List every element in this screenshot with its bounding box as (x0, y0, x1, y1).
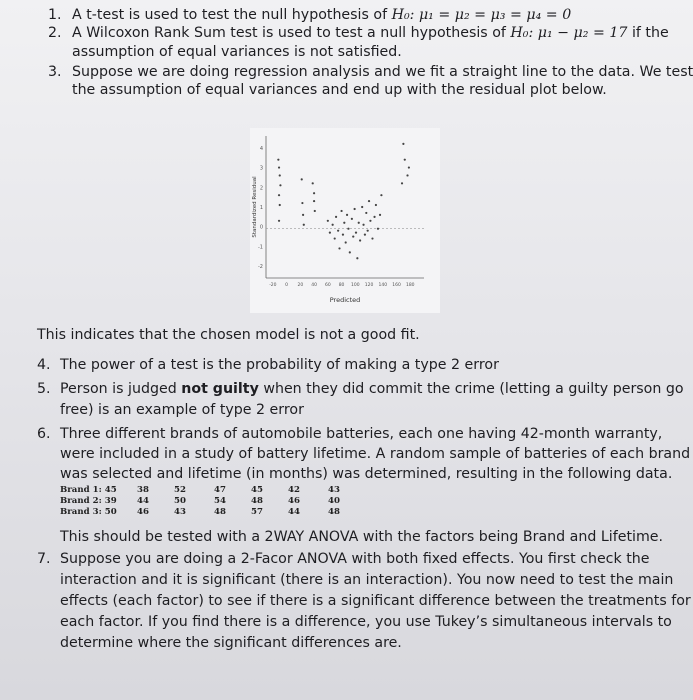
y-tick-label: 2 (259, 185, 263, 192)
q4-number: 4. (37, 357, 51, 373)
q2-line2: assumption of equal variances is not satisfied. (72, 44, 402, 60)
q6-number: 6. (37, 426, 51, 442)
data-point (369, 220, 371, 222)
data-point (377, 228, 379, 230)
data-point (401, 182, 403, 184)
x-tick-label: 140 (378, 283, 388, 288)
data-point (358, 222, 360, 224)
table-cell: 52 (174, 485, 186, 495)
table-cell: 43 (174, 507, 186, 517)
data-point (359, 239, 361, 241)
q1-text (72, 6, 571, 24)
x-tick-label: 40 (311, 283, 317, 288)
q2-statement: A Wilcoxon Rank Sum test is used to test a null hypothesis of (72, 25, 506, 41)
q7-number: 7. (37, 551, 51, 567)
data-point (312, 182, 314, 184)
q5-number: 5. (37, 381, 51, 397)
data-point (367, 230, 369, 232)
data-point (314, 210, 316, 212)
data-point (303, 224, 305, 226)
data-point (327, 220, 329, 222)
x-tick-label: 60 (324, 283, 331, 288)
data-point (277, 159, 279, 161)
data-point (351, 218, 353, 220)
data-point (402, 143, 404, 145)
data-point (352, 235, 354, 237)
data-point (347, 228, 349, 230)
q7-line2: interaction and it is significant (there is an interaction). You now need to test the main (60, 572, 674, 588)
table-cell: 43 (328, 485, 340, 495)
q7-line5: determine where the significant differences are. (60, 635, 402, 651)
data-point (278, 194, 280, 196)
table-cell: 42 (288, 485, 300, 495)
data-point (340, 210, 342, 212)
q6-after: This should be tested with a 2WAY ANOVA with the factors being Brand and Lifetime. (60, 529, 664, 545)
data-point (313, 192, 315, 194)
q2-hypothesis: H₀: μ₁ − μ₂ = 17 (510, 25, 628, 41)
data-point (371, 237, 373, 239)
q7-line1: Suppose you are doing a 2-Facor ANOVA with both fixed effects. You first check the (60, 551, 650, 567)
x-tick-label: 180 (405, 283, 415, 288)
data-point (301, 202, 303, 204)
data-point (335, 216, 337, 218)
data-point (406, 174, 408, 176)
table-cell: 47 (214, 485, 226, 495)
table-cell: 38 (137, 485, 149, 495)
q1-statement: A t-test is used to test the null hypothesis of (72, 7, 388, 23)
table-cell: 46 (288, 496, 300, 506)
q7-line3: effects (each factor) to see if there is a significant difference between the treatments for (60, 593, 691, 609)
data-point (279, 174, 281, 176)
y-tick-label: 3 (259, 165, 263, 172)
q6-line1: Three different brands of automobile batteries, each one having 42-month warranty, (60, 426, 663, 442)
data-point (368, 200, 370, 202)
y-tick-label: 0 (259, 224, 263, 231)
data-point (345, 241, 347, 243)
x-tick-label: 80 (338, 283, 345, 288)
q5-pre: Person is judged (60, 381, 177, 397)
data-point (278, 220, 280, 222)
x-tick-label: -20 (269, 283, 277, 288)
q1-number: 1. (48, 7, 62, 23)
q5-bold: not guilty (181, 381, 259, 397)
data-point (301, 178, 303, 180)
q7-line4: each factor. If you find there is a difference, you use Tukey’s simultaneous intervals to (60, 614, 672, 630)
data-point (354, 208, 356, 210)
table-cell: 48 (328, 507, 340, 517)
q6-line2: were included in a study of battery lifetime. A random sample of batteries of each brand (60, 446, 691, 462)
table-cell: 45 (251, 485, 263, 495)
table-cell: 48 (251, 496, 263, 506)
data-point (338, 247, 340, 249)
q1-hypothesis: H₀: μ₁ = μ₂ = μ₃ = μ₄ = 0 (391, 7, 572, 23)
residual-plot (250, 128, 440, 313)
battery-data-table (60, 485, 380, 521)
table-cell: 50 (174, 496, 186, 506)
row2-label: Brand 2: 39 (60, 496, 117, 506)
data-point (302, 214, 304, 216)
conclusion-text: This indicates that the chosen model is not a good fit. (37, 327, 420, 343)
data-point (408, 166, 410, 168)
data-point (355, 232, 357, 234)
q2-number: 2. (48, 25, 62, 41)
q5-line1 (60, 380, 684, 398)
x-tick-label: 120 (364, 283, 374, 288)
q2-tail: if the (631, 25, 669, 41)
y-tick-label: 1 (259, 205, 263, 211)
y-tick-label: 4 (259, 145, 263, 152)
q5-line2: free) is an example of type 2 error (60, 402, 304, 418)
table-cell: 44 (137, 496, 149, 506)
q2-text (72, 24, 669, 42)
data-point (346, 214, 348, 216)
data-point (334, 237, 336, 239)
x-tick-label: 160 (392, 283, 401, 288)
q3-line1: Suppose we are doing regression analysis and we fit a straight line to the data. We test (72, 64, 693, 80)
data-point (349, 251, 351, 253)
x-tick-label: 100 (351, 283, 360, 288)
y-tick-label: -2 (258, 264, 263, 271)
x-tick-label: 20 (297, 283, 304, 288)
table-cell: 40 (328, 496, 340, 506)
x-axis-label: Predicted (329, 296, 361, 304)
q3-line2: the assumption of equal variances and end up with the residual plot below. (72, 82, 607, 98)
data-point (362, 224, 364, 226)
table-cell: 57 (251, 507, 263, 517)
q4-text: The power of a test is the probability of making a type 2 error (60, 357, 499, 373)
data-point (404, 159, 406, 161)
data-point (373, 216, 375, 218)
data-point (356, 257, 358, 259)
data-point (379, 214, 381, 216)
data-point (278, 166, 280, 168)
data-point (313, 200, 315, 202)
data-point (332, 224, 334, 226)
q3-number: 3. (48, 64, 62, 80)
data-point (337, 230, 339, 232)
data-point (380, 194, 382, 196)
data-point (365, 212, 367, 214)
data-point (279, 204, 281, 206)
y-axis-label: Standardized Residual (252, 176, 258, 238)
y-tick-label: -1 (258, 244, 263, 251)
table-cell: 48 (214, 507, 226, 517)
data-point (279, 184, 281, 186)
data-point (364, 234, 366, 236)
row1-label: Brand 1: 45 (60, 485, 117, 495)
row3-label: Brand 3: 50 (60, 507, 117, 517)
x-tick-label: 0 (285, 283, 289, 288)
table-cell: 54 (214, 496, 226, 506)
q6-line3: was selected and lifetime (in months) was determined, resulting in the following data. (60, 466, 673, 482)
data-point (343, 222, 345, 224)
data-point (329, 232, 331, 234)
data-point (342, 234, 344, 236)
table-cell: 46 (137, 507, 149, 517)
table-cell: 44 (288, 507, 300, 517)
q5-post: when they did commit the crime (letting a guilty person go (263, 381, 684, 397)
data-point (361, 206, 363, 208)
data-point (375, 204, 377, 206)
